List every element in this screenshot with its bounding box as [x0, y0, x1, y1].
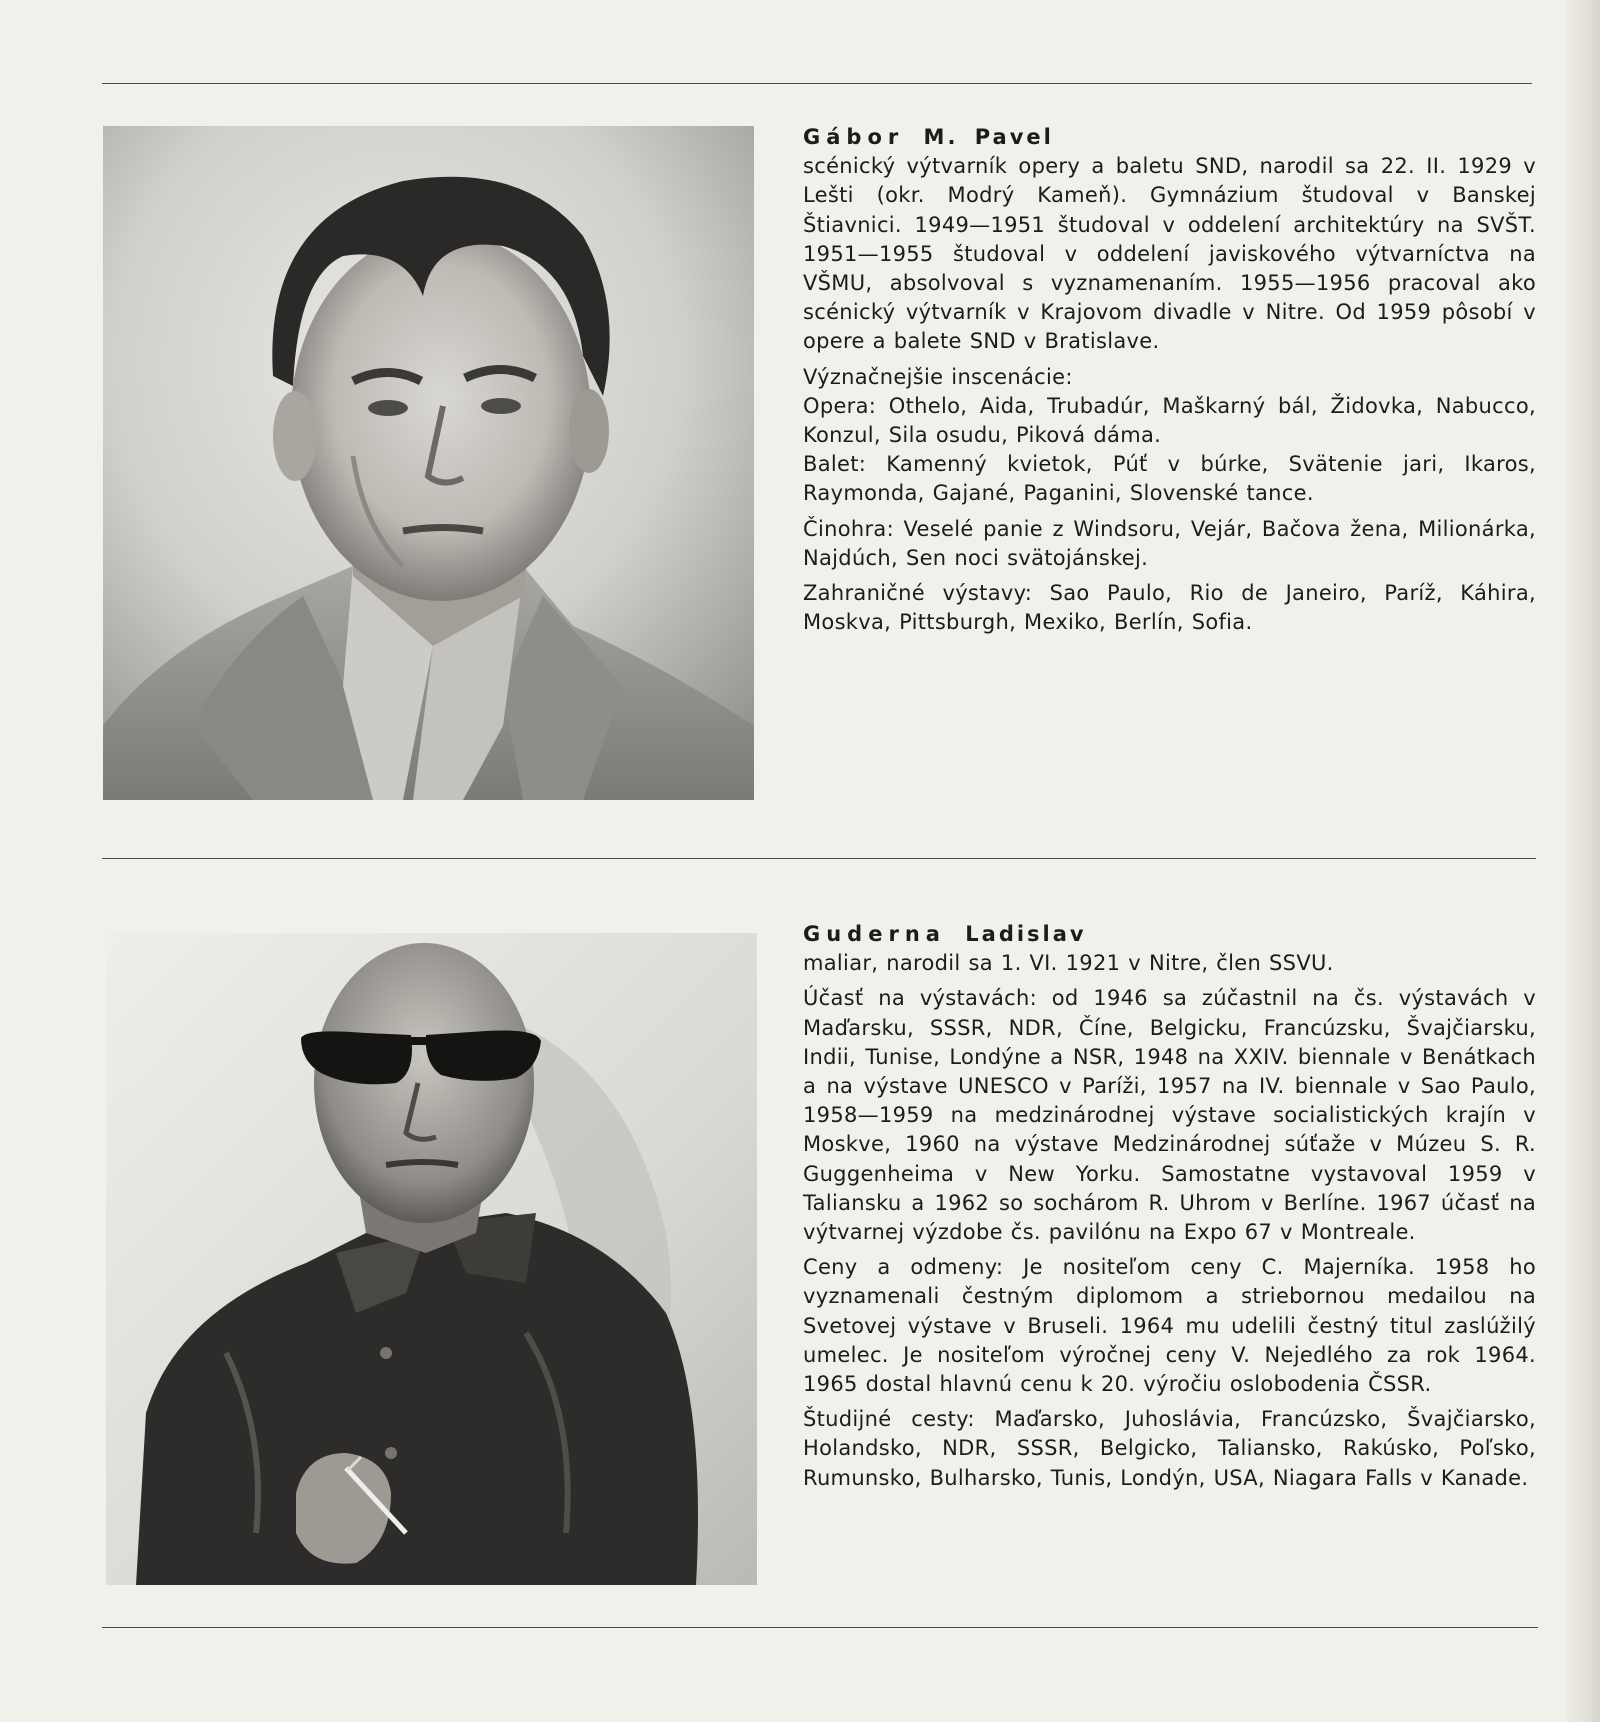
portrait-photo-gabor: [103, 126, 754, 800]
top-rule: [102, 83, 1532, 84]
surname: Gábor: [803, 125, 905, 149]
bottom-rule: [102, 1627, 1538, 1628]
given-name: Ladislav: [965, 922, 1087, 946]
surname: Guderna: [803, 922, 946, 946]
given-name: M. Pavel: [923, 125, 1054, 149]
bio-gabor: [803, 123, 1536, 643]
bio-paragraph: Význačnejšie inscenácie:: [803, 364, 1073, 389]
page-edge: [1566, 0, 1600, 1722]
bio-paragraph: scénický výtvarník opery a baletu SND, narodil sa 22. II. 1929 v Lešti (okr. Modrý Kameň). Gymnázium študoval v Banskej Štiavnici. 1949—1951 študoval v oddelení architektúry na SVŠT. 1951—1955 študoval v oddelení javiskového výtvarníctva na VŠMU, absolvoval s vyznamenaním. 1955—1956 pracoval ako scénický výtvarník v Krajovom divadle v Nitre. Od 1959 pôsobí v opere a balete SND v Bratislave.: [803, 154, 1536, 354]
bio-paragraph: Činohra: Veselé panie z Windsoru, Vejár, Bačova žena, Milionárka, Najdúch, Sen noci svätojánskej.: [803, 516, 1536, 570]
bio-paragraph: Balet: Kamenný kvietok, Púť v búrke, Svätenie jari, Ikaros, Raymonda, Gajané, Paganini, Slovenské tance.: [803, 452, 1536, 506]
bio-paragraph: Zahraničné výstavy: Sao Paulo, Rio de Janeiro, Paríž, Káhira, Moskva, Pittsburgh, Mexiko, Berlín, Sofia.: [803, 581, 1536, 635]
bio-paragraph: Študijné cesty: Maďarsko, Juhoslávia, Francúzsko, Švajčiarsko, Holandsko, NDR, SSSR, Belgicko, Taliansko, Rakúsko, Poľsko, Rumunsko, Bulharsko, Tunis, Londýn, USA, Niagara Falls v Kanade.: [803, 1407, 1536, 1490]
person-name: [803, 123, 1536, 152]
middle-rule: [102, 858, 1536, 859]
bio-paragraph: Ceny a odmeny: Je nositeľom ceny C. Majerníka. 1958 ho vyznamenali čestným diplomom a striebornou medailou na Svetovej výstave v Bruseli. 1964 mu udelili čestný titul zaslúžilý umelec. Je nositeľom výročnej ceny V. Nejedlého za rok 1964. 1965 dostal hlavnú cenu k 20. výročiu oslobodenia ČSSR.: [803, 1255, 1536, 1397]
portrait-photo-guderna: [106, 933, 757, 1585]
bio-paragraph: Účasť na výstavách: od 1946 sa zúčastnil na čs. výstavách v Maďarsku, SSSR, NDR, Číne, Belgicku, Francúzsku, Švajčiarsku, Indii, Tunise, Londýne a NSR, 1948 na XXIV. biennale v Benátkach a na výstave UNESCO v Paríži, 1957 na IV. biennale v Sao Paulo, 1958—1959 na medzinárodnej výstave socialistických krajín v Moskve, 1960 na výstave Medzinárodnej súťaže v Múzeu S. R. Guggenheima v New Yorku. Samostatne vystavoval 1959 v Taliansku a 1962 so sochárom R. Uhrom v Berlíne. 1967 účasť na výtvarnej výzdobe čs. pavilónu na Expo 67 v Montreale.: [803, 986, 1536, 1245]
bio-paragraph: maliar, narodil sa 1. VI. 1921 v Nitre, člen SSVU.: [803, 951, 1334, 976]
bio-paragraph: Opera: Othelo, Aida, Trubadúr, Maškarný bál, Židovka, Nabucco, Konzul, Sila osudu, Piková dáma.: [803, 393, 1536, 448]
bio-guderna: [803, 920, 1536, 1499]
person-name: [803, 920, 1536, 949]
